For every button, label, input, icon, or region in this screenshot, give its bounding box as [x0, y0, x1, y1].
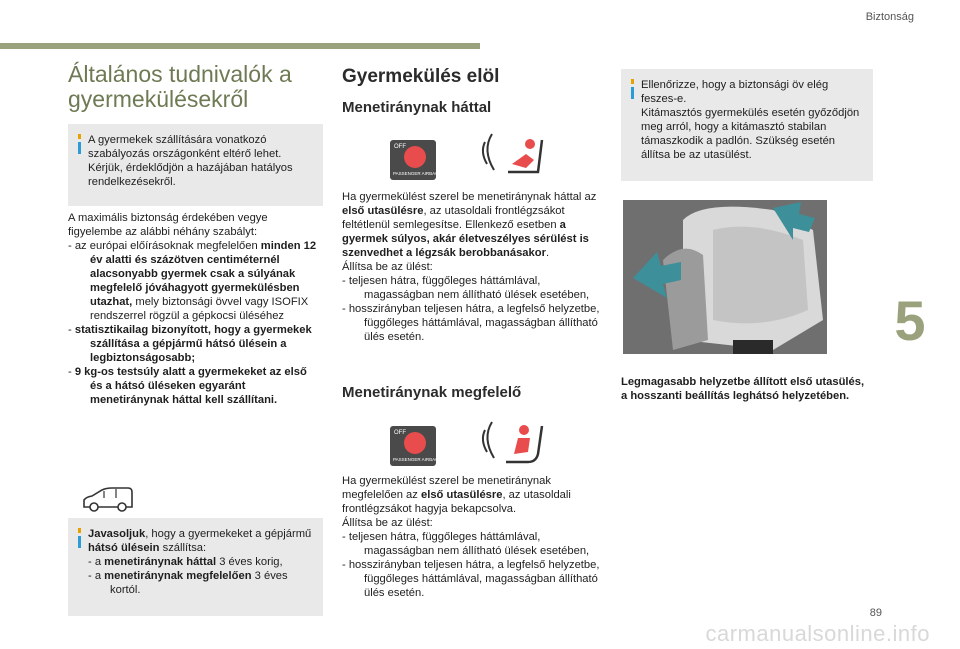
rules-intro: A maximális biztonság érdekében vegye figyelembe az alábbi néhány szabályt: — [68, 212, 268, 238]
info-text: Ellenőrizze, hogy a biztonsági öv elég feszes-e. Kitámasztós gyermekülés esetén győződjön meg arról, hogy a kitámasztó stabilan támaszkodik a padlón. Szükség esetén állítsa be az utasülést. — [641, 79, 860, 161]
watermark: carmanualsonline.info — [705, 621, 930, 646]
info-icon — [631, 79, 634, 171]
info-box-seatbelt — [621, 69, 873, 181]
airbag-off-icon: OFF PASSENGER AIRBAG — [390, 426, 436, 466]
header-rule — [0, 43, 480, 49]
info-box-rear-seats — [68, 518, 323, 616]
subheading-rear-facing: Menetiránynak háttal — [342, 99, 492, 116]
chapter-number: 5 — [894, 289, 926, 352]
section-title: Biztonság — [865, 11, 914, 23]
photo-caption: Legmagasabb helyzetbe állított első utasülés, a hosszanti beállítás leghátsó helyzetében. — [621, 376, 865, 402]
rule-item: - statisztikailag bizonyított, hogy a gyermekek szállítása a gépjármű hátsó ülésein a legbiztonságosabb; — [68, 324, 312, 364]
rule-item: - 9 kg-os testsúly alatt a gyermekeket az első és a hátsó üléseken egyaránt menetiránynak háttal kell szállítani. — [68, 366, 307, 406]
forward-facing-text: Ha gyermekülést szerel be menetiránynak megfelelően az első utasülésre, az utasoldali frontlégzsákot hagyja bekapcsolva. Állítsa be az ülést: - teljesen hátra, függőleges háttámlával, magasságban nem állítható ülések esetében, - hosszirányban teljesen hátra, a legfelső helyzetbe, függőleges háttámlával, magasságban állítható ülés esetén. — [342, 475, 600, 599]
rule-item: - az európai előírásoknak megfelelően minden 12 év alatti és százötven centiméternél alacsonyabb gyermek csak a súlyának megfelelő jóváhagyott gyermekülésben utazhat, mely biztonsági övvel vagy ISOFIX rendszerrel rögzül a gépkocsi üléséhez — [68, 240, 317, 322]
front-seat-photo — [623, 200, 827, 354]
section-heading: Gyermekülés elöl — [342, 66, 500, 87]
car-icon — [82, 487, 134, 513]
subheading-forward-facing: Menetiránynak megfelelő — [342, 384, 522, 401]
rear-facing-text: Ha gyermekülést szerel be menetiránynak háttal az első utasülésre, az utasoldali frontlégzsákot feltétlenül semlegesítse. Ellenkező esetben a gyermek súlyos, akár életveszélyes sérülést is szenvedhet a légzsák berobbanásakor. Állítsa be az ülést: - teljesen hátra, függőleges háttámlával, magasságban nem állítható ülések esetében, - hosszirányban teljesen hátra, a legfelső helyzetbe, függőleges háttámlával, magasságban állítható ülés esetén. — [342, 191, 600, 343]
info-icon — [78, 528, 81, 606]
info-icon — [78, 134, 81, 196]
info-text: Javasoljuk, hogy a gyermekeket a gépjármű hátsó ülésein szállítsa: - a menetiránynak háttal 3 éves korig, - a menetiránynak megfelelően 3 éves kortól. — [88, 528, 312, 596]
rules-text — [68, 211, 322, 407]
page-title: Általános tudnivalók a gyermekülésekről — [68, 61, 292, 112]
airbag-off-icon: OFF PASSENGER AIRBAG — [390, 140, 436, 180]
rear-facing-child-seat-icon — [478, 130, 546, 182]
info-box-regulation — [68, 124, 323, 206]
forward-facing-child-seat-icon — [478, 418, 546, 472]
seat-illustration — [623, 200, 827, 354]
page-number: 89 — [869, 607, 882, 619]
info-text: A gyermekek szállítására vonatkozó szabályozás országonként eltérő lehet. Kérjük, érdeklődjön a hazájában hatályos rendelkezésekről. — [88, 134, 293, 188]
